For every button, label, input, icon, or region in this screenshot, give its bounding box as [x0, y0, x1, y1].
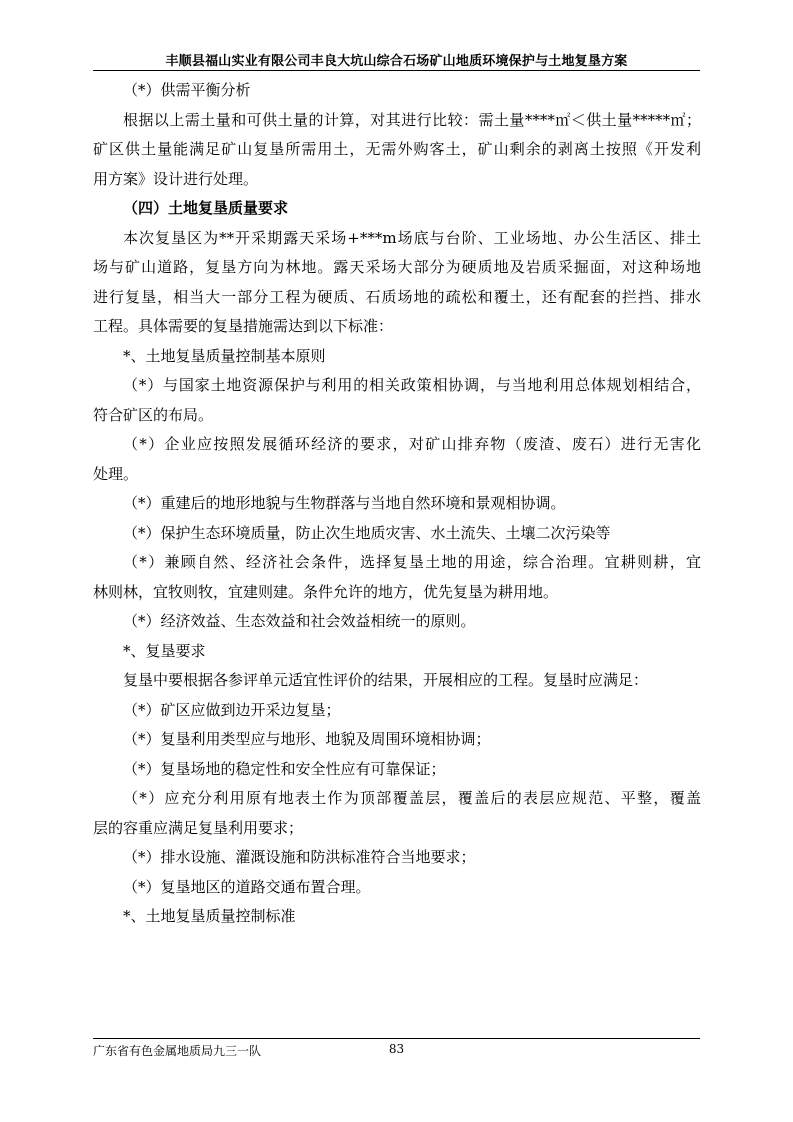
text-line: （*）保护生态环境质量，防止次生地质灾害、水土流失、土壤二次污染等 — [123, 523, 611, 542]
text-line: （*）经济效益、生态效益和社会效益相统一的原则。 — [123, 612, 476, 630]
text-line: 用方案》设计进行处理。 — [93, 169, 259, 188]
text-line: 符合矿区的布局。 — [93, 405, 214, 424]
text-line: （*）复垦场地的稳定性和安全性应有可靠保证； — [123, 759, 446, 778]
header-divider — [93, 70, 700, 71]
text-line: 根据以上需土量和可供土量的计算，对其进行比较：需土量****㎡＜供土量*****㎡； — [123, 110, 701, 129]
text-line: 矿区供土量能满足矿山复垦所需用土，无需外购客土，矿山剩余的剥离土按照《开发利 — [93, 140, 701, 158]
page-header: 丰顺县福山实业有限公司丰良大坑山综合石场矿山地质环境保护与土地复垦方案 — [165, 54, 628, 69]
text-line: （*）复垦利用类型应与地形、地貌及周围环境相协调； — [123, 730, 491, 748]
text-line: （四）土地复垦质量要求 — [123, 199, 289, 217]
text-line: （*）兼顾自然、经济社会条件，选择复垦土地的用途，综合治理。宜耕则耕，宜 — [123, 553, 701, 571]
footer-divider — [93, 1038, 700, 1039]
text-line: 复垦中要根据各参评单元适宜性评价的结果，开展相应的工程。复垦时应满足： — [123, 671, 649, 689]
text-line: 场与矿山道路，复垦方向为林地。露天采场大部分为硬质地及岩质采掘面，对这种场地 — [93, 258, 701, 276]
text-line: （*）重建后的地形地貌与生物群落与当地自然环境和景观相协调。 — [123, 494, 566, 512]
text-line: （*）应充分利用原有地表土作为顶部覆盖层，覆盖后的表层应规范、平整，覆盖 — [123, 789, 701, 807]
text-line: （*）供需平衡分析 — [123, 81, 251, 99]
text-line: *、土地复垦质量控制标准 — [123, 907, 296, 925]
text-line: （*）与国家土地资源保护与利用的相关政策相协调，与当地利用总体规划相结合， — [123, 376, 701, 394]
text-line: *、复垦要求 — [123, 641, 206, 660]
footer-organization: 广东省有色金属地质局九三一队 — [93, 1044, 262, 1058]
text-line: *、土地复垦质量控制基本原则 — [123, 346, 326, 365]
text-line: （*）复垦地区的道路交通布置合理。 — [123, 877, 371, 896]
text-line: 本次复垦区为**开采期露天采场+***m场底与台阶、工业场地、办公生活区、排土 — [123, 228, 701, 247]
page-number: 83 — [388, 1042, 405, 1056]
document-body — [93, 76, 701, 932]
text-line: 林则林，宜牧则牧，宜建则建。条件允许的地方，优先复垦为耕用地。 — [93, 582, 559, 601]
text-line: 进行复垦，相当大一部分工程为硬质、石质场地的疏松和覆土，还有配套的拦挡、排水 — [93, 287, 701, 306]
text-line: 工程。具体需要的复垦措施需达到以下标准： — [93, 317, 394, 335]
text-line: （*）企业应按照发展循环经济的要求，对矿山排弃物（废渣、废石）进行无害化 — [123, 435, 701, 453]
text-line: （*）矿区应做到边开采边复垦； — [123, 700, 341, 719]
text-line: 层的容重应满足复垦利用要求； — [93, 818, 304, 837]
text-line: （*）排水设施、灌溉设施和防洪标准符合当地要求； — [123, 848, 476, 866]
text-line: 处理。 — [93, 464, 139, 483]
